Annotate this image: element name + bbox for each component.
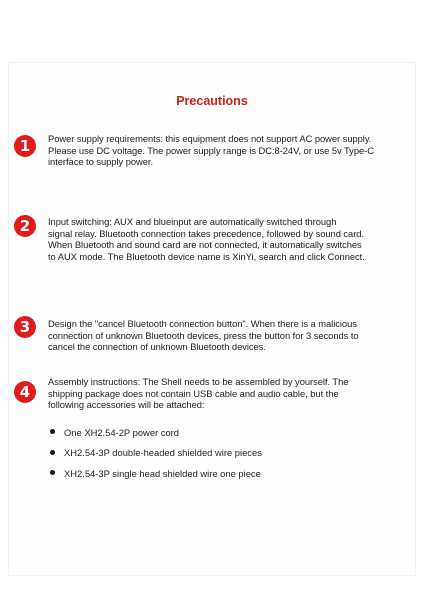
item-3-text [48,318,410,353]
bullet-icon [50,450,55,455]
page-title: Precautions [176,94,248,108]
item-3-line: connection of unknown Bluetooth devices, press the button for 3 seconds to [48,329,359,341]
item-2-line: Input switching: AUX and blueinput are automatically switched through [48,216,337,227]
bullet-icon [50,470,55,475]
item-2-line: signal relay. Bluetooth connection takes precedence, followed by sound card. [48,227,365,239]
item-3-line: Design the "cancel Bluetooth connection button". When there is a malicious [48,318,357,329]
item-3-line: cancel the connection of unknown Bluetooth devices. [48,341,266,353]
item-4-text [48,376,410,411]
item-2-text [48,216,410,263]
accessory-item: XH2.54-3P double-headed shielded wire pieces [64,447,262,458]
accessory-item: XH2.54-3P single head shielded wire one piece [64,468,261,479]
accessory-item: One XH2.54-2P power cord [64,427,179,438]
item-4-line: Assembly instructions: The Shell needs to be assembled by yourself. The [48,376,349,387]
item-3-number-badge: 3 [14,316,36,338]
item-1-text [48,133,410,168]
item-4-number-badge: 4 [14,381,36,403]
item-1-number-badge: 1 [14,135,36,157]
item-4-line: following accessories will be attached: [48,399,205,411]
item-1-line: interface to supply power. [48,156,154,168]
item-1-line: Power supply requirements: this equipment does not support AC power supply. [48,133,372,144]
item-2-line: When Bluetooth and sound card are not connected, it automatically switches [48,239,362,251]
item-4-line: shipping package does not contain USB cable and audio cable, but the [48,387,339,399]
item-1-line: Please use DC voltage. The power supply range is DC:8-24V, or use 5v Type-C [48,144,374,156]
item-2-line: to AUX mode. The Bluetooth device name is XinYi, search and click Connect. [48,251,365,263]
item-2-number-badge: 2 [14,215,36,237]
bullet-icon [50,429,55,434]
